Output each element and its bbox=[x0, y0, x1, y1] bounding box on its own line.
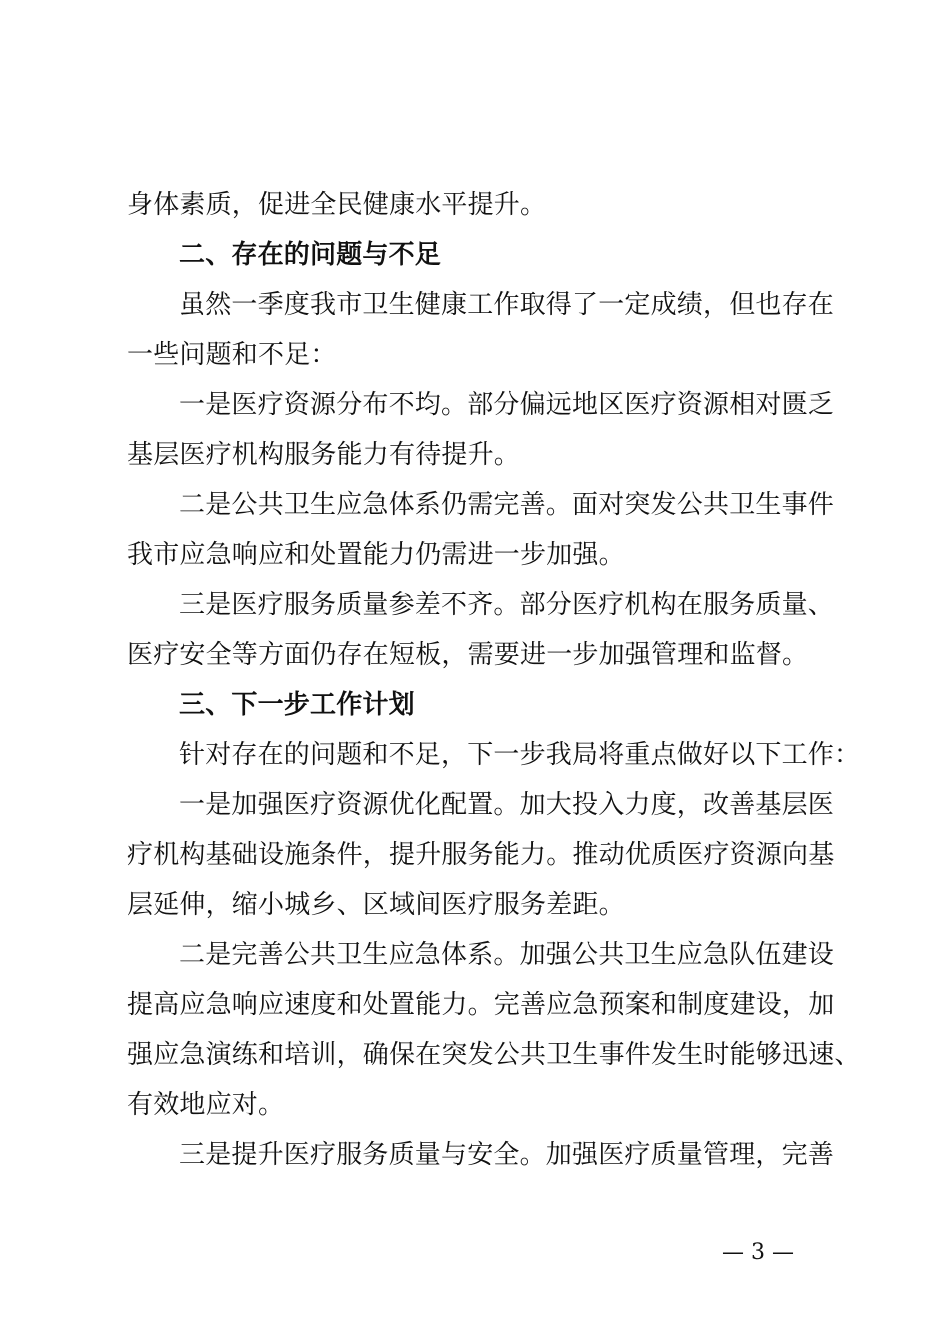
body-text-line: 基层医疗机构服务能力有待提升。 bbox=[127, 440, 521, 470]
body-text-line: 医疗安全等方面仍存在短板，需要进一步加强管理和监督。 bbox=[127, 640, 809, 670]
body-text-line: 一些问题和不足： bbox=[127, 340, 337, 370]
body-text-line: 提高应急响应速度和处置能力。完善应急预案和制度建设，加 bbox=[127, 990, 835, 1020]
body-text-line: 层延伸，缩小城乡、区域间医疗服务差距。 bbox=[127, 890, 625, 920]
body-text-line: 三是提升医疗服务质量与安全。加强医疗质量管理，完善 bbox=[179, 1140, 835, 1170]
section-heading: 二、存在的问题与不足 bbox=[179, 240, 442, 270]
body-text-line: 针对存在的问题和不足，下一步我局将重点做好以下工作： bbox=[179, 740, 861, 770]
body-text-line: 二是完善公共卫生应急体系。加强公共卫生应急队伍建设 bbox=[179, 940, 835, 970]
body-text-line: 虽然一季度我市卫生健康工作取得了一定成绩，但也存在 bbox=[179, 290, 835, 320]
body-text-line: 疗机构基础设施条件，提升服务能力。推动优质医疗资源向基 bbox=[127, 840, 835, 870]
body-text-line: 身体素质，促进全民健康水平提升。 bbox=[127, 190, 547, 220]
body-text-line: 三是医疗服务质量参差不齐。部分医疗机构在服务质量、 bbox=[179, 590, 835, 620]
body-text-line: 二是公共卫生应急体系仍需完善。面对突发公共卫生事件 bbox=[179, 490, 835, 520]
body-text-line: 一是加强医疗资源优化配置。加大投入力度，改善基层医 bbox=[179, 790, 835, 820]
body-text-line: 一是医疗资源分布不均。部分偏远地区医疗资源相对匮乏 bbox=[179, 390, 835, 420]
body-text-line: 我市应急响应和处置能力仍需进一步加强。 bbox=[127, 540, 625, 570]
body-text-line: 强应急演练和培训，确保在突发公共卫生事件发生时能够迅速、 bbox=[127, 1040, 861, 1070]
body-text-line: 有效地应对。 bbox=[127, 1090, 285, 1120]
section-heading: 三、下一步工作计划 bbox=[179, 690, 415, 720]
page-number: — 3 — bbox=[722, 1240, 794, 1265]
